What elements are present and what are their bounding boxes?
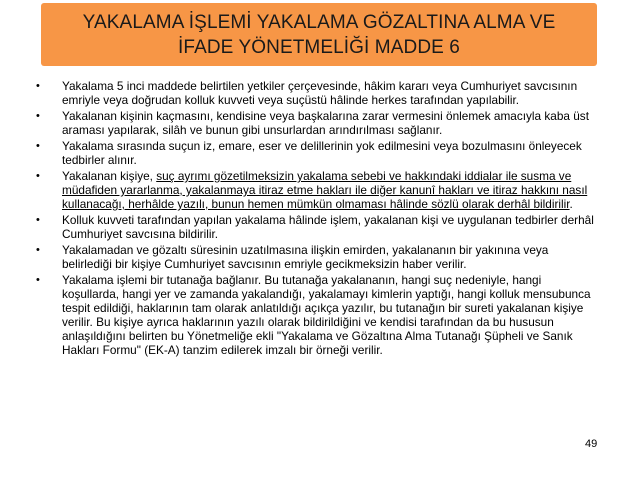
bullet-item (0, 139, 600, 167)
bullet-text: Yakalanan kişinin kaçmasını, kendisine veya başkalarına zarar vermesini önlemek amacıyla kaba üst araması yapılarak, silâh ve bunun gibi unsurlardan arındırılması sağlanır. (62, 109, 589, 137)
slide-title-line-1: YAKALAMA İŞLEMİ YAKALAMA GÖZALTINA ALMA VE (82, 11, 556, 33)
bullet-item (0, 213, 600, 241)
bullet-item (0, 79, 600, 107)
bullet-dot-icon: • (36, 110, 40, 122)
bullet-text-end: . (569, 197, 573, 211)
bullet-item (0, 273, 600, 357)
bullet-text-underlined: suç ayrımı gözetilmeksizin yakalama sebebi ve hakkındaki iddialar ile susma ve müdafiden yararlanma, yakalanmaya itiraz etme hakları ile diğer kanunî hakları ve itiraz hakkını nasıl kullanacağı, herhâlde yazılı, bunun hemen mümkün olmaması hâlinde sözlü olarak derhâl bildirilir (62, 169, 588, 211)
bullet-dot-icon: • (36, 140, 40, 152)
bullet-dot-icon: • (36, 80, 40, 92)
bullet-dot-icon: • (36, 274, 40, 286)
bullet-text: Yakalamadan ve gözaltı süresinin uzatılmasına ilişkin emirden, yakalananın bir yakınına veya belirlediği bir kişiye Cumhuriyet savcısının emriyle gecikmeksizin haber verilir. (62, 243, 549, 271)
bullet-dot-icon: • (36, 170, 40, 182)
bullet-text-start: Yakalanan kişiye, (62, 169, 157, 183)
bullet-item (0, 169, 600, 211)
bullet-dot-icon: • (36, 244, 40, 256)
bullet-text: Yakalama 5 inci maddede belirtilen yetkiler çerçevesinde, hâkim kararı veya Cumhuriyet savcısının emriyle veya doğrudan kolluk kuvveti veya suçüstü hâlinde herkes tarafından yapılabilir. (62, 79, 578, 107)
bullet-text: Yakalama sırasında suçun iz, emare, eser ve delillerinin yok edilmesini veya bozulmasını önleyecek tedbirler alınır. (62, 139, 582, 167)
page-number: 49 (585, 438, 598, 450)
bullet-text: Kolluk kuvveti tarafından yapılan yakalama hâlinde işlem, yakalanan kişi ve uygulanan tedbirler derhâl Cumhuriyet savcısına bildirilir. (62, 213, 594, 241)
bullet-list (0, 79, 600, 359)
slide-title-box (41, 3, 597, 66)
bullet-text: Yakalama işlemi bir tutanağa bağlanır. Bu tutanağa yakalananın, hangi suç nedeniyle, hangi koşullarda, hangi yer ve zamanda yakalandığı, yakalamayı kimlerin yaptığı, hangi kolluk mensubunca tespit edildiği, haklarının tam olarak anlatıldığı açıkça yazılır, bu tutanağın bir sureti yakalanan kişiye verilir. Bu kişiye ayrıca haklarının yazılı olarak bildirildiğini ve kendisi tarafından da bu hususun anlaşıldığını belirten bu Yönetmeliğe ekli "Yakalama ve Gözaltına Alma Tutanağı Şüpheli ve Sanık Hakları Formu" (EK-A) tanzim edilerek imzalı bir örneği verilir. (62, 273, 591, 357)
bullet-item (0, 243, 600, 271)
slide-title-line-2: İFADE YÖNETMELİĞİ MADDE 6 (178, 36, 460, 58)
bullet-item (0, 109, 600, 137)
bullet-dot-icon: • (36, 214, 40, 226)
